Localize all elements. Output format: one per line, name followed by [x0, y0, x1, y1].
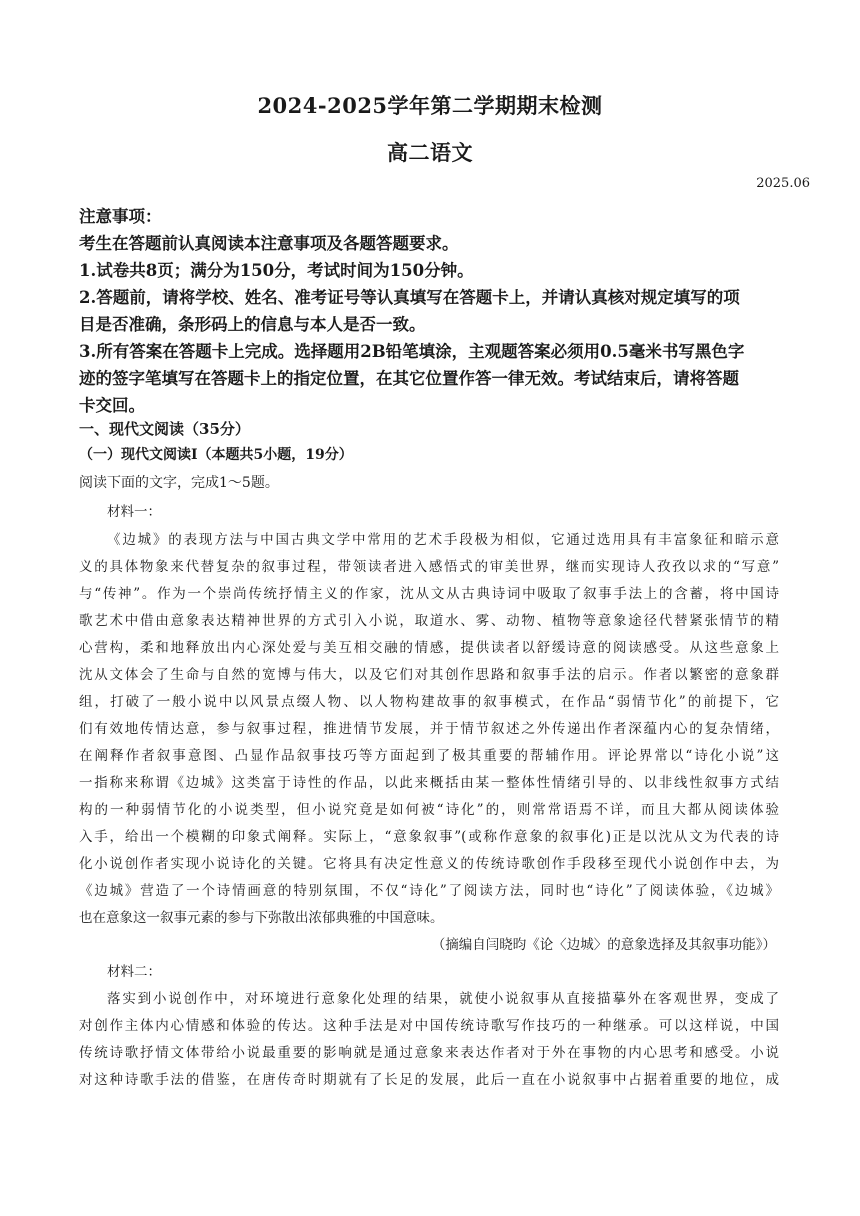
section-heading: 一、现代文阅读（35分）	[79, 420, 250, 438]
paragraph-line: 对创作主体内心情感和体验的传达。这种手法是对中国传统诗歌写作技巧的一种继承。可以这样说，中国	[79, 1018, 779, 1034]
paragraph-line: 落实到小说创作中，对环境进行意象化处理的结果，就使小说叙事从直接描摹外在客观世界，变成了	[107, 991, 779, 1007]
exam-title: 2024-2025学年第二学期期末检测	[257, 93, 603, 118]
paragraph-line: 们有效地传情达意，参与叙事过程，推进情节发展，并于情节叙述之外传递出作者深蕴内心的复杂情绪，	[79, 721, 779, 737]
reading-instruction: 阅读下面的文字，完成1～5题。	[79, 475, 279, 491]
material-label: 材料二：	[107, 964, 161, 980]
paragraph-line: 《边城》营造了一个诗情画意的特别氛围，不仅“诗化”了阅读方法，同时也“诗化”了阅读体验，《边城》	[79, 883, 779, 899]
paragraph-line: 入手，给出一个模糊的印象式阐释。实际上，“意象叙事”(或称作意象的叙事化)正是以沈从文为代表的诗	[79, 829, 779, 845]
notice-line: 2.答题前，请将学校、姓名、准考证号等认真填写在答题卡上，并请认真核对规定填写的项	[79, 288, 740, 307]
notice-line: 考生在答题前认真阅读本注意事项及各题答题要求。	[79, 234, 459, 253]
paragraph-line: 歌艺术中借由意象表达精神世界的方式引入小说，取道水、雾、动物、植物等意象途径代替紧张情节的精	[79, 613, 779, 629]
notice-line: 迹的签字笔填写在答题卡上的指定位置，在其它位置作答一律无效。考试结束后，请将答题	[79, 369, 739, 388]
material-source: （摘编自闫晓昀《论〈边城〉的意象选择及其叙事功能》）	[431, 937, 776, 953]
paragraph-line: 一指称来称谓《边城》这类富于诗性的作品，以此来概括由某一整体性情绪引导的、以非线性叙事方式结	[79, 775, 779, 791]
paragraph-line: 沈从文体会了生命与自然的宽博与伟大，以及它们对其创作思路和叙事手法的启示。作者以繁密的意象群	[79, 667, 779, 683]
paragraph-line: 传统诗歌抒情文体带给小说最重要的影响就是通过意象来表达作者对于外在事物的内心思考和感受。小说	[79, 1045, 779, 1061]
paragraph-line: 也在意象这一叙事元素的参与下弥散出浓郁典雅的中国意味。	[79, 910, 444, 926]
notice-line: 1.试卷共8页；满分为150分，考试时间为150分钟。	[79, 261, 474, 280]
paragraph-line: 构的一种弱情节化的小说类型，但小说究竟是如何被“诗化”的，则常常语焉不详，而且大都从阅读体验	[79, 802, 779, 818]
paragraph-line: 在阐释作者叙事意图、凸显作品叙事技巧等方面起到了极其重要的帮辅作用。评论界常以“诗化小说”这	[79, 748, 779, 764]
subsection-heading: （一）现代文阅读Ⅰ（本题共5小题，19分）	[79, 447, 353, 463]
notice-line: 目是否准确，条形码上的信息与本人是否一致。	[79, 315, 426, 334]
exam-date: 2025.06	[756, 176, 810, 191]
paragraph-line: 与“传神”。作为一个崇尚传统抒情主义的作家，沈从文从古典诗词中吸取了叙事手法上的含蓄，将中国诗	[79, 586, 779, 602]
paragraph-line: 心营构，柔和地释放出内心深处爱与美互相交融的情感，提供读者以舒缓诗意的阅读感受。从这些意象上	[79, 640, 779, 656]
paragraph-line: 对这种诗歌手法的借鉴，在唐传奇时期就有了长足的发展，此后一直在小说叙事中占据着重要的地位，成	[79, 1072, 779, 1088]
exam-subject: 高二语文	[387, 140, 473, 165]
notice-line: 卡交回。	[79, 396, 145, 415]
paragraph-line: 义的具体物象来代替复杂的叙事过程，带领读者进入感悟式的审美世界，继而实现诗人孜孜以求的“写意”	[79, 559, 779, 575]
paragraph-line: 《边城》的表现方法与中国古典文学中常用的艺术手段极为相似，它通过选用具有丰富象征和暗示意	[107, 532, 779, 548]
paragraph-line: 化小说创作者实现小说诗化的关键。它将具有决定性意义的传统诗歌创作手段移至现代小说创作中去，为	[79, 856, 779, 872]
paragraph-line: 组，打破了一般小说中以风景点缀人物、以人物构建故事的叙事模式，在作品“弱情节化”的前提下，它	[79, 694, 779, 710]
notice-heading: 注意事项：	[79, 207, 162, 226]
material-label: 材料一：	[107, 504, 161, 520]
notice-line: 3.所有答案在答题卡上完成。选择题用2B铅笔填涂，主观题答案必须用0.5毫米书写黑色字	[79, 342, 745, 361]
